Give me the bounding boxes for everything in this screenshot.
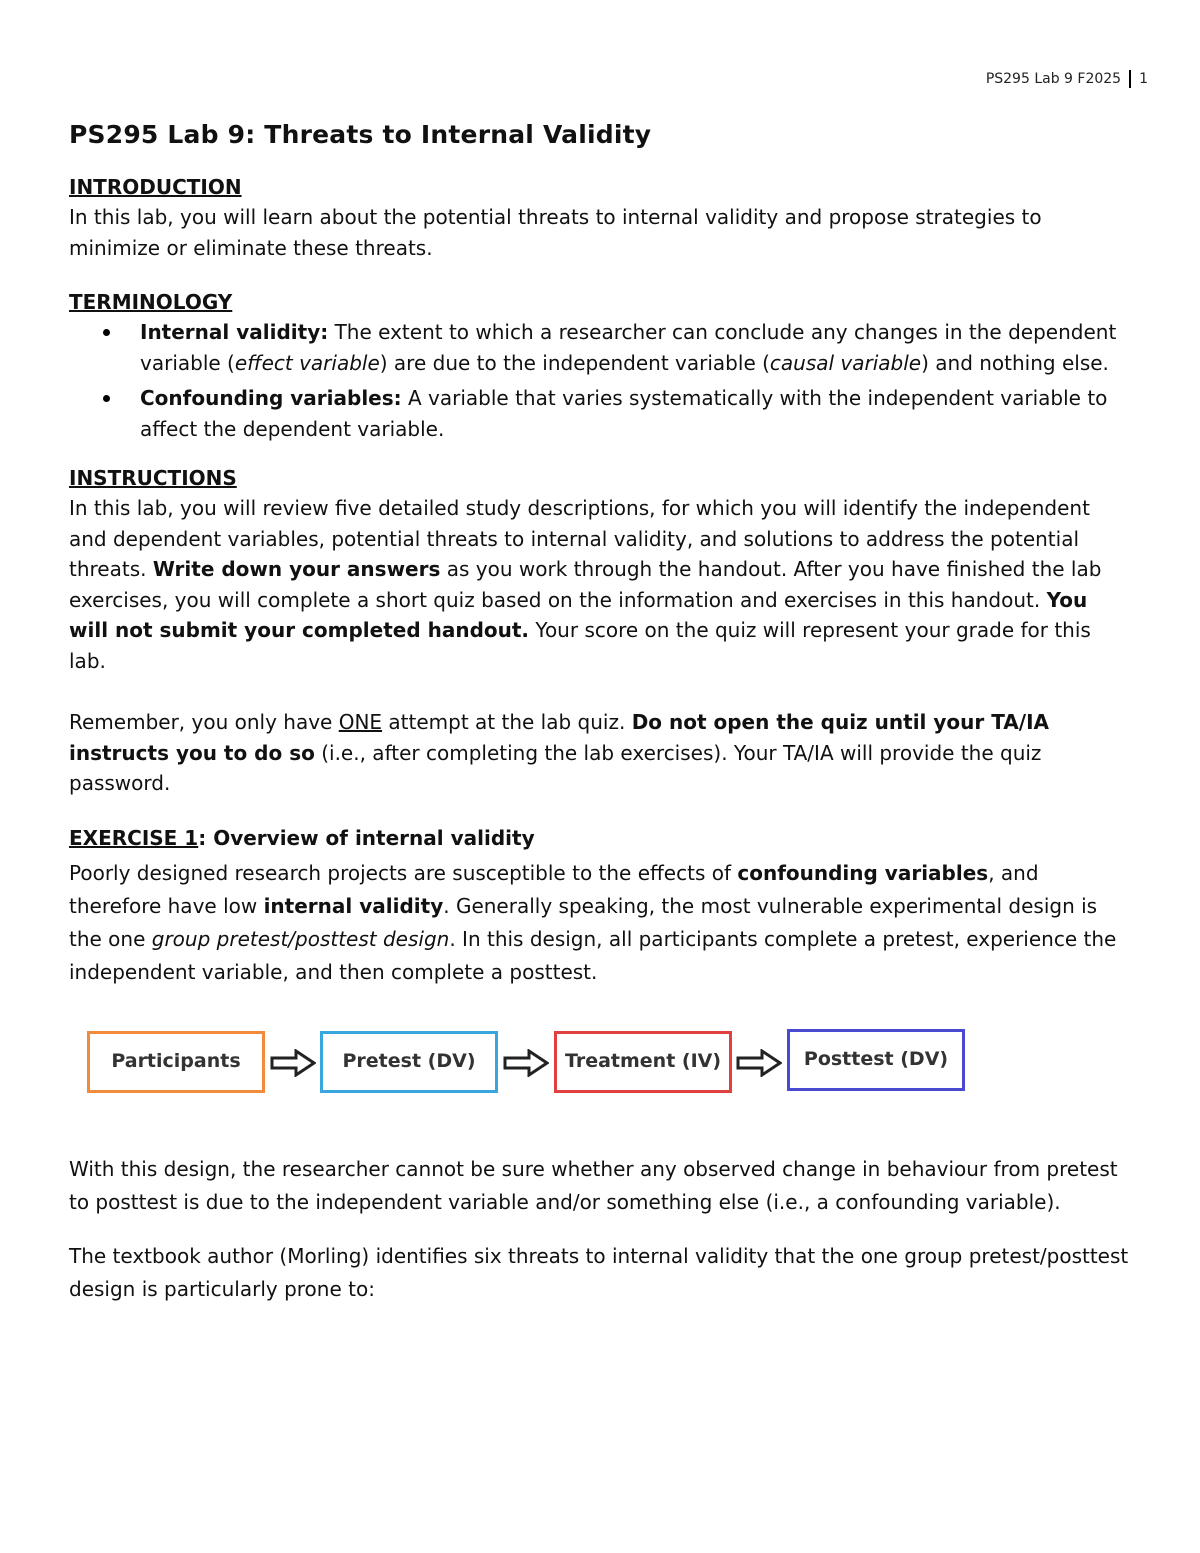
text-run: attempt at the lab quiz.: [382, 710, 632, 734]
exercise-1-heading: [69, 823, 1129, 853]
instructions-heading: INSTRUCTIONS: [69, 466, 237, 490]
text-run-bold: You will not submit your completed handout.: [69, 587, 1088, 642]
terminology-list: [69, 317, 1129, 444]
text-run: Remember, you only have: [69, 710, 339, 734]
text-run-bold: Do not open the quiz until your TA/IA instructs you to do so: [69, 710, 1050, 765]
definition-text: The extent to which a researcher can conclude any changes in the dependent variable (: [140, 320, 1117, 375]
design-flow-diagram: [87, 1031, 987, 1101]
header-doc-label: PS295 Lab 9 F2025: [985, 71, 1122, 87]
list-item: [69, 383, 1129, 444]
term-internal-validity: Internal validity:: [140, 320, 329, 344]
exercise-1-paragraph-2: With this design, the researcher cannot be sure whether any observed change in behaviour from pretest to posttest is due to the independent variable and/or something else (i.e., a confounding variable).: [69, 1156, 1118, 1214]
text-run: as you work through the handout. After you have finished the lab exercises, you will complete a short quiz based on the information and exercises in this handout.: [69, 557, 1102, 612]
text-run-italic: group pretest/posttest design: [151, 926, 450, 951]
text-run: . Generally speaking, the most vulnerable experimental design is the one: [69, 893, 1098, 951]
header-page-number: 1: [1139, 71, 1148, 87]
instructions-paragraph-2: [69, 707, 1129, 799]
exercise-sep: :: [198, 825, 214, 850]
bullet-icon: [103, 395, 110, 402]
text-run-bold: internal validity: [263, 893, 444, 918]
terminology-heading: TERMINOLOGY: [69, 290, 233, 314]
text-run: , and therefore have low: [69, 860, 1039, 918]
flow-box-posttest: Posttest (DV): [787, 1029, 965, 1091]
instructions-paragraph-1: [69, 493, 1129, 676]
flow-box-participants: Participants: [87, 1031, 265, 1093]
definition-text: ) are due to the independent variable (: [379, 350, 770, 375]
definition-text: ) and nothing else.: [921, 350, 1109, 375]
document-body: [69, 118, 1129, 1306]
text-run: . In this design, all participants complete a pretest, experience the independent variable, and then complete a posttest.: [69, 926, 1117, 984]
page-title: PS295 Lab 9: Threats to Internal Validity: [69, 120, 652, 149]
page-header: [986, 70, 1148, 88]
definition-italic: causal variable: [769, 350, 922, 375]
text-run: (i.e., after completing the lab exercises). Your TA/IA will provide the quiz password.: [69, 740, 1042, 795]
header-divider: [1129, 70, 1131, 88]
text-run-underline: ONE: [338, 710, 383, 734]
text-run: In this lab, you will review five detailed study descriptions, for which you will identify the independent and dependent variables, potential threats to internal validity, and solutions to address the potential threats.: [69, 496, 1090, 581]
flow-box-treatment: Treatment (IV): [554, 1031, 732, 1093]
introduction-heading: INTRODUCTION: [69, 175, 242, 199]
list-item: [69, 317, 1129, 378]
arrow-right-icon: [736, 1049, 782, 1077]
exercise-label: EXERCISE 1: [69, 825, 199, 850]
text-run: Poorly designed research projects are susceptible to the effects of: [69, 860, 738, 885]
arrow-right-icon: [503, 1049, 549, 1077]
exercise-1-paragraph-1: [69, 857, 1129, 989]
text-run-bold: Write down your answers: [152, 557, 441, 581]
exercise-1-paragraph-3: The textbook author (Morling) identifies six threats to internal validity that the one group pretest/posttest design is particularly prone to:: [69, 1243, 1129, 1301]
bullet-icon: [103, 329, 110, 336]
arrow-right-icon: [270, 1049, 316, 1077]
flow-box-pretest: Pretest (DV): [320, 1031, 498, 1093]
text-run: Your score on the quiz will represent your grade for this lab.: [69, 618, 1091, 673]
exercise-title: Overview of internal validity: [213, 825, 535, 850]
introduction-text: In this lab, you will learn about the potential threats to internal validity and propose strategies to minimize or eliminate these threats.: [69, 205, 1042, 260]
definition-italic: effect variable: [234, 350, 380, 375]
term-confounding-variables: Confounding variables:: [140, 386, 402, 410]
text-run-bold: confounding variables: [737, 860, 989, 885]
definition-text: A variable that varies systematically with the independent variable to affect the dependent variable.: [140, 386, 1108, 441]
